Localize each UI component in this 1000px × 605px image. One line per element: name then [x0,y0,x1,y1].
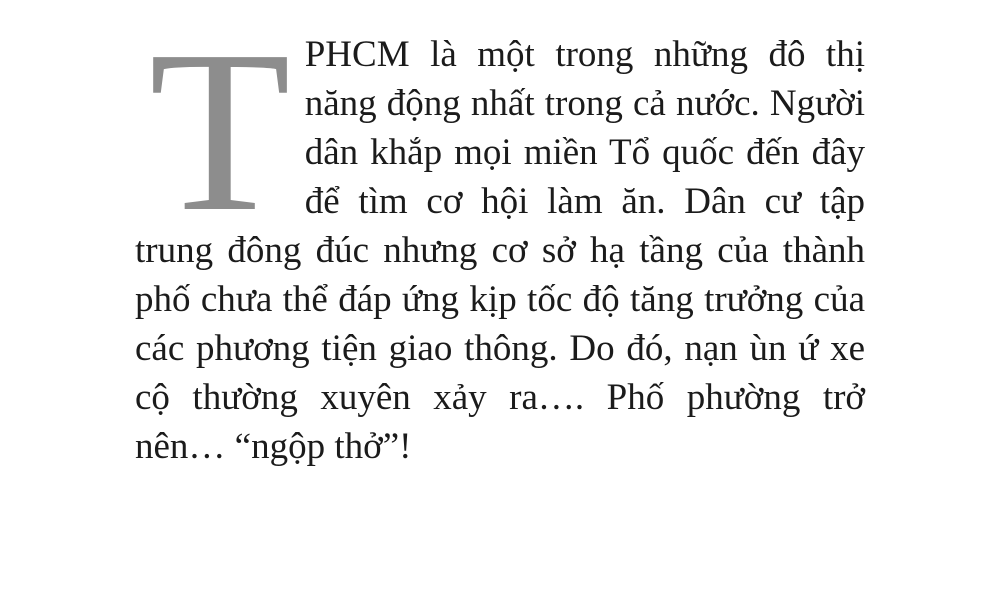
paragraph-with-dropcap [135,3,865,471]
article-body [135,3,865,471]
paragraph-text: PHCM là một trong những đô thị năng động nhất trong cả nước. Người dân khắp mọi miền Tổ quốc đến đây để tìm cơ hội làm ăn. Dân cư tập trung đông đúc nhưng cơ sở hạ tầng của thành phố chưa thể đáp ứng kịp tốc độ tăng trưởng của các phương tiện giao thông. Do đó, nạn ùn ứ xe cộ thường xuyên xảy ra…. Phố phường trở nên… “ngộp thở”! [135,34,865,467]
drop-cap-letter: T [149,3,291,260]
